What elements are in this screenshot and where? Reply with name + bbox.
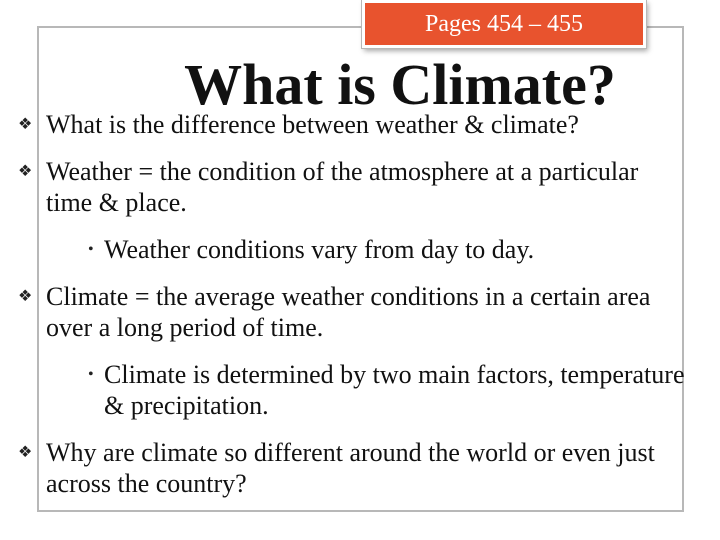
diamond-bullet-icon: ❖: [18, 163, 33, 180]
diamond-bullet-icon: ❖: [18, 444, 33, 461]
slide-title: What is Climate?: [184, 52, 616, 117]
bullet-text: Weather conditions vary from day to day.: [104, 235, 535, 264]
bullet-term: Weather: [46, 157, 132, 186]
diamond-bullet-icon: ❖: [18, 116, 33, 133]
bullet-item: [18, 109, 688, 140]
bullet-text: What is the difference between weather & climate?: [46, 110, 579, 139]
bullet-text: Climate is determined by two main factors, temperature & precipitation.: [104, 360, 685, 420]
diamond-bullet-icon: ❖: [18, 288, 33, 305]
pages-badge-label: Pages 454 – 455: [425, 11, 583, 37]
bullet-item: [18, 437, 688, 499]
bullet-text: Why are climate so different around the world or even just across the country?: [46, 438, 655, 498]
sub-bullet-item: [88, 234, 688, 265]
bullet-text: Weather = the condition of the atmosphere at a particular time & place.: [46, 157, 639, 217]
dot-bullet-icon: •: [88, 241, 94, 258]
bullet-text: Climate = the average weather conditions in a certain area over a long period of time.: [46, 282, 651, 342]
bullet-item: [18, 156, 688, 218]
bullet-item: [18, 281, 688, 343]
bullet-term: Climate: [46, 282, 129, 311]
pages-badge: [362, 0, 646, 48]
dot-bullet-icon: •: [88, 366, 94, 383]
sub-bullet-item: [88, 359, 688, 421]
